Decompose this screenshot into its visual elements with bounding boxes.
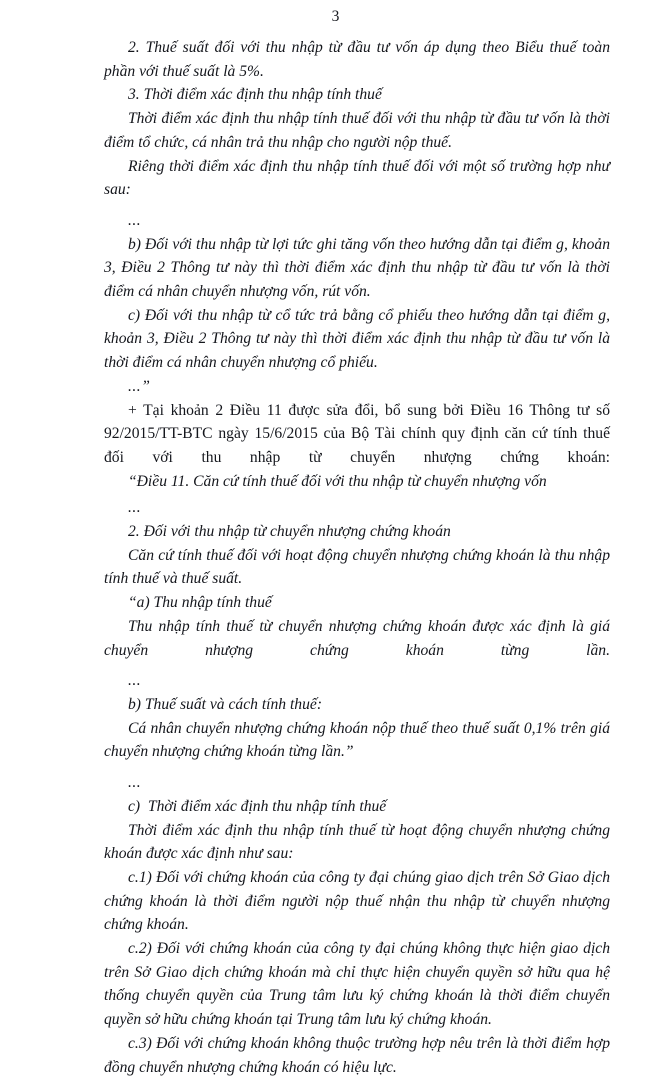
paragraph-item-c-timing-heading: c) Thời điểm xác định thu nhập tính thuế [128, 797, 387, 815]
paragraph-rate-01-percent: Cá nhân chuyển nhượng chứng khoán nộp thuế theo thuế suất 0,1% trên giá chuyển nhượng chứng khoán từng lần.” [104, 719, 614, 761]
paragraph-item-c3-other-securities: c.3) Đối với chứng khoán không thuộc trường hợp nêu trên là thời điểm hợp đồng chuyển nhượng chứng khoán có hiệu lực. [104, 1034, 614, 1076]
ellipsis-marker-close-quote-1: ...” [128, 377, 151, 395]
paragraph-item-c-dividend-shares: c) Đối với thu nhập từ cổ tức trả bằng cổ phiếu theo hướng dẫn tại điểm g, khoản 3, Điều 2 Thông tư này thì thời điểm xác định thu nhập từ đầu tư vốn là thời điểm cá nhân chuyển nhượng cổ phiếu. [104, 306, 614, 372]
paragraph-item-b-profit-capital: b) Đối với thu nhập từ lợi tức ghi tăng vốn theo hướng dẫn tại điểm g, khoản 3, Điều 2 Thông tư này thì thời điểm xác định thu nhập từ đầu tư vốn là thời điểm cá nhân chuyển nhượng vốn, rút vốn. [104, 235, 614, 301]
paragraph-timing-definition: Thời điểm xác định thu nhập tính thuế đối với thu nhập từ đầu tư vốn là thời điểm tổ chức, cá nhân trả thu nhập cho người nộp thuế. [104, 110, 614, 151]
paragraph-taxable-income-definition: Thu nhập tính thuế từ chuyển nhượng chứng khoán được xác định là giá chuyển nhượng chứng khoán từng lần. [104, 617, 614, 659]
paragraph-article-11-heading: “Điều 11. Căn cứ tính thuế đối với thu nhập từ chuyển nhượng vốn [128, 472, 547, 490]
paragraph-item-a-taxable-income-heading: “a) Thu nhập tính thuế [128, 594, 272, 612]
paragraph-gap [104, 662, 610, 669]
paragraph-item-b-rate-heading: b) Thuế suất và cách tính thuế: [128, 695, 323, 713]
ellipsis-marker-2: ... [128, 499, 142, 517]
paragraph-item-c2-unlisted-public-company: c.2) Đối với chứng khoán của công ty đại chúng không thực hiện giao dịch trên Sở Giao dịch chứng khoán mà chỉ thực hiện chuyển quyền sở hữu qua hệ thống chuyển quyền của Trung tâm lưu ký chứng khoán là thời điểm chuyển quyền sở hữu chứng khoán tại Trung tâm lưu ký chứng khoán. [104, 940, 614, 1029]
paragraph-gap [104, 202, 610, 209]
ellipsis-marker-1: ... [128, 211, 142, 229]
document-body [104, 36, 614, 1079]
paragraph-special-cases-intro: Riêng thời điểm xác định thu nhập tính thuế đối với một số trường hợp như sau: [104, 157, 614, 199]
paragraph-tax-rate-investment: 2. Thuế suất đối với thu nhập từ đầu tư vốn áp dụng theo Biểu thuế toàn phần với thuế suất là 5%. [104, 39, 614, 80]
paragraph-item-2-securities-transfer: 2. Đối với thu nhập từ chuyển nhượng chứng khoán [128, 523, 451, 541]
paragraph-item-c1-listed-securities: c.1) Đối với chứng khoán của công ty đại chúng giao dịch trên Sở Giao dịch chứng khoán là thời điểm người nộp thuế nhận thu nhập từ chuyển nhượng chứng khoán. [104, 868, 614, 934]
page-number: 3 [331, 8, 340, 25]
paragraph-gap [104, 764, 610, 771]
paragraph-timing-securities-intro: Thời điểm xác định thu nhập tính thuế từ hoạt động chuyển nhượng chứng khoán được xác định như sau: [104, 821, 614, 863]
ellipsis-marker-4: ... [128, 774, 142, 792]
paragraph-amendment-circular-92: + Tại khoản 2 Điều 11 được sửa đổi, bổ sung bởi Điều 16 Thông tư số 92/2015/TT-BTC ngày 15/6/2015 của Bộ Tài chính quy định căn cứ tính thuế đối với thu nhập từ chuyển nhượng chứng khoán: [104, 401, 614, 466]
ellipsis-marker-3: ... [128, 672, 142, 690]
paragraph-heading-timing: 3. Thời điểm xác định thu nhập tính thuế [128, 86, 382, 104]
paragraph-tax-basis-securities: Căn cứ tính thuế đối với hoạt động chuyển nhượng chứng khoán là thu nhập tính thuế và thuế suất. [104, 546, 614, 588]
